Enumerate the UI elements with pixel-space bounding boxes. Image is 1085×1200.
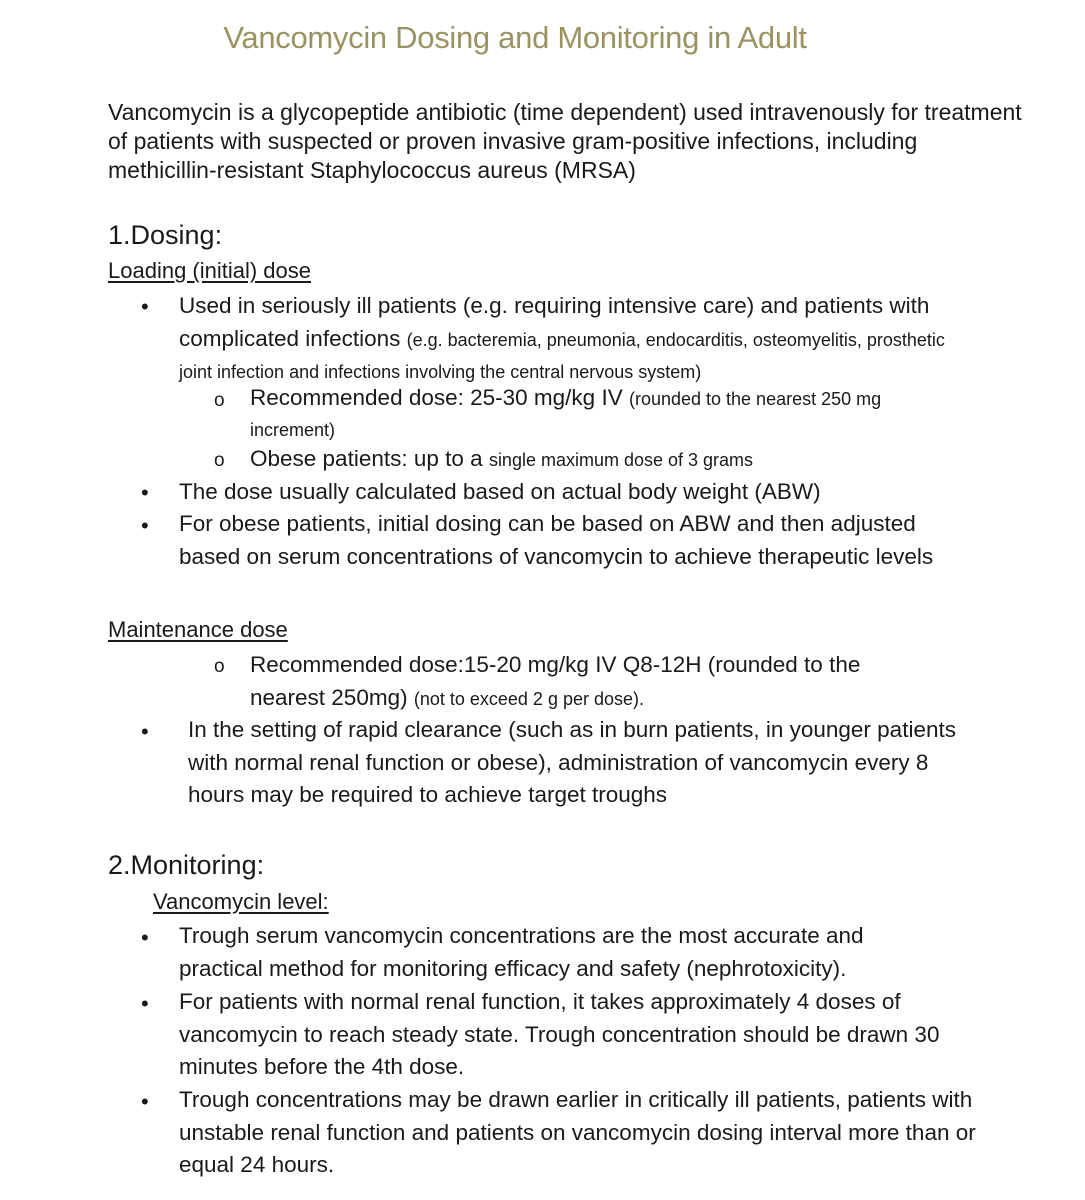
vancomycin-level-heading: Vancomycin level:: [153, 889, 329, 914]
loading-item-seriously-ill-examples: (e.g. bacteremia, pneumonia, endocarditis, osteomyelitis, prosthetic joint infection and infections involving the central nervous system): [179, 329, 945, 382]
circle-marker: o: [214, 450, 225, 471]
loading-item-obese-adjust: For obese patients, initial dosing can be based on ABW and then adjusted based on serum concentrations of vancomycin to achieve therapeutic levels: [179, 511, 934, 569]
loading-sub-obese-text: Obese patients: up to a: [250, 446, 483, 471]
loading-sub-recommended-dose: [250, 383, 940, 445]
monitoring-item-trough-accurate: Trough serum vancomycin concentrations are the most accurate and practical method for monitoring efficacy and safety (nephrotoxicity).: [179, 923, 864, 981]
document-title: Vancomycin Dosing and Monitoring in Adult: [223, 20, 807, 55]
loading-sub-recommended-dose-note: (rounded to the nearest 250 mg increment): [250, 389, 882, 440]
loading-dose-heading: Loading (initial) dose: [108, 258, 312, 283]
intro-paragraph: Vancomycin is a glycopeptide antibiotic (time dependent) used intravenously for treatment of patients with suspected or proven invasive gram-positive infections, including methicillin-resistant Staphylococcus aureus (MRSA): [108, 99, 1022, 183]
bullet-marker: •: [141, 294, 149, 319]
bullet-marker: •: [141, 925, 149, 950]
monitoring-item-critically-ill: Trough concentrations may be drawn earlier in critically ill patients, patients with unstable renal function and patients on vancomycin dosing interval more than or equal 24 hours.: [179, 1087, 976, 1177]
maintenance-sub-recommended-dose: [250, 649, 900, 715]
bullet-marker: •: [141, 991, 149, 1016]
monitoring-heading: 2.Monitoring:: [108, 850, 265, 880]
circle-marker: o: [214, 656, 225, 677]
loading-sub-recommended-dose-text: Recommended dose: 25-30 mg/kg IV: [250, 385, 623, 410]
loading-item-abw: The dose usually calculated based on actual body weight (ABW): [179, 479, 821, 504]
loading-sub-obese-note: single maximum dose of 3 grams: [488, 450, 754, 470]
loading-item-seriously-ill: [179, 290, 969, 388]
loading-item-seriously-ill-text: Used in seriously ill patients (e.g. requiring intensive care) and patients with complicated infections: [179, 293, 930, 351]
circle-marker: o: [214, 390, 225, 411]
maintenance-item-rapid-clearance: In the setting of rapid clearance (such as in burn patients, in younger patients with normal renal function or obese), administration of vancomycin every 8 hours may be required to achieve target troughs: [188, 717, 956, 807]
maintenance-sub-recommended-dose-note: (not to exceed 2 g per dose).: [413, 688, 645, 709]
dosing-heading: 1.Dosing:: [108, 220, 223, 250]
bullet-marker: •: [141, 480, 149, 505]
maintenance-dose-heading: Maintenance dose: [108, 617, 288, 642]
maintenance-sub-recommended-dose-text: Recommended dose:15-20 mg/kg IV Q8-12H (rounded to the nearest 250mg): [250, 652, 861, 710]
bullet-marker: •: [141, 719, 149, 744]
loading-sub-obese: [250, 443, 940, 477]
monitoring-item-steady-state: For patients with normal renal function, it takes approximately 4 doses of vancomycin to reach steady state. Trough concentration should be drawn 30 minutes before the 4th dose.: [179, 989, 940, 1079]
bullet-marker: •: [141, 513, 149, 538]
bullet-marker: •: [141, 1089, 149, 1114]
